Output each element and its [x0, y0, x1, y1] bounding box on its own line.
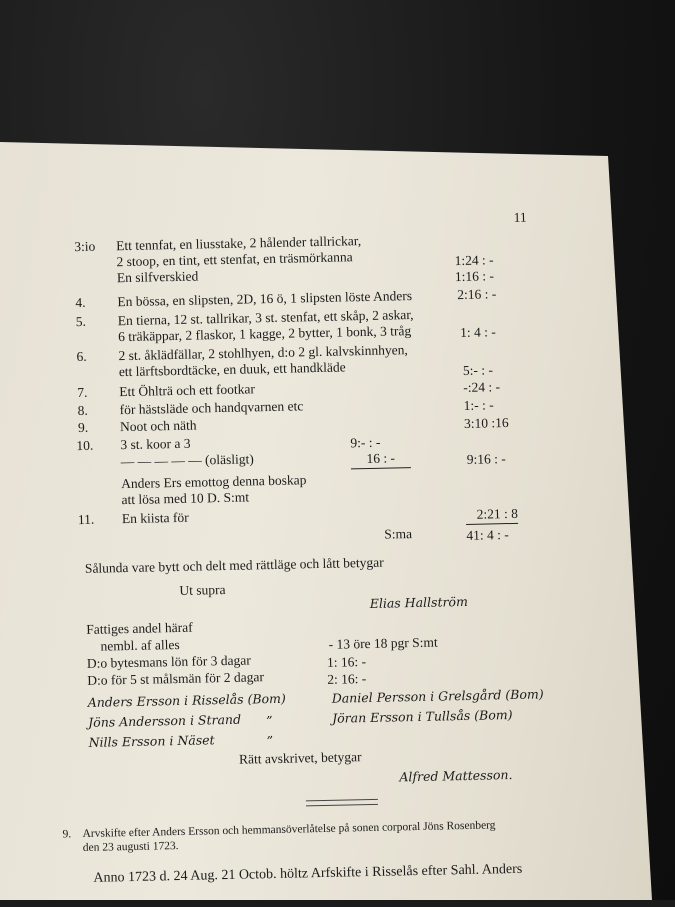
entry-number: 10. [76, 437, 94, 454]
ut-supra: Ut supra [179, 581, 226, 598]
entry-line: Ett Öhlträ och ett footkar [119, 381, 256, 400]
entry-number: 6. [76, 348, 87, 365]
entry-line: 2 st. åklädfällar, 2 stohlhyen, d:o 2 gl. kalvskinnhyen, [118, 342, 408, 364]
sub-amount: 16 : - [351, 450, 411, 469]
poor-row-value: - 13 öre 18 pgr S:mt [328, 634, 438, 652]
entry-number: 5. [75, 313, 87, 330]
entry-number: 7. [77, 384, 88, 401]
ditto-mark: ” [266, 733, 274, 749]
witness-right: Jöran Ersson i Tullsås (Bom) [331, 707, 513, 726]
entry-amount: 1: 4 : - [459, 324, 496, 341]
entry-amount: 1:- : - [463, 397, 494, 413]
poor-row-value: 1: 16: - [326, 654, 367, 670]
entry-line: Ett tennfat, en liusstake, 2 hålender tallrickar, [116, 233, 362, 254]
witness-right: Daniel Persson i Grelsgård (Bom) [331, 686, 544, 706]
entry-line: ett lärftsbordtäcke, en duuk, ett handkläde [118, 359, 346, 380]
note-line: att lösa med 10 D. S:mt [121, 489, 250, 508]
footnote-number: 9. [62, 828, 72, 841]
signature-alfred: Alfred Mattesson. [399, 767, 513, 785]
entry-amount: -:24 : - [463, 379, 501, 395]
section-divider [306, 799, 378, 807]
footnote-line: Arvskifte efter Anders Ersson och hemmansöverlåtelse på sonen corporal Jöns Rosenberg [82, 819, 496, 841]
entry-amount: 2:16 : - [457, 286, 497, 303]
entry-number: 4. [75, 294, 86, 311]
entry-line: En bössa, en slipsten, 2D, 16 ö, 1 slipsten löste Anders [117, 288, 413, 310]
entry-number: 8. [77, 402, 88, 419]
witness-left: Anders Ersson i Risselås (Bom) [87, 690, 286, 710]
poor-row-label: D:o bytesmans lön för 3 dagar [86, 652, 251, 671]
witness-left: Nills Ersson i Näset [88, 732, 215, 750]
entry-amount: 5:- : - [462, 362, 494, 378]
entry-line: 3 st. koor a 3 [120, 435, 191, 453]
entry-amount: 1:24 : - [454, 252, 494, 269]
entry-line: En kiista för [121, 509, 189, 527]
entry-line: En tierna, 12 st. tallrikar, 3 st. stenfat, ett skåp, 2 askar, [117, 306, 414, 329]
entry-line: 2 stoop, en tint, ett stenfat, en träsmörkanna [116, 249, 353, 270]
entry-line: En silfverskied [116, 268, 199, 286]
entry-amount: 2:21 : 8 [466, 506, 518, 525]
closing-text: Sålunda vare bytt och delt med rättläge och lått betygar [84, 554, 384, 576]
poor-title: Fattiges andel häraf [86, 619, 193, 637]
entry-number: 3:io [74, 238, 96, 255]
bottom-line: Anno 1723 d. 24 Aug. 21 Octob. höltz Arfskifte i Risselås efter Sahl. Anders [93, 861, 523, 886]
entry-number: 9. [77, 419, 89, 436]
entry-amount: 1:16 : - [454, 268, 495, 285]
sum-label: S:ma [384, 526, 413, 542]
entry-line: — — — — — (oläsligt) [120, 451, 254, 470]
entry-amount: 9:16 : - [466, 451, 506, 467]
footnote-line: den 23 augusti 1723. [82, 840, 179, 855]
entry-number: 11. [77, 511, 95, 528]
poor-row-label: nembl. af alles [100, 636, 180, 654]
poor-row-value: 2: 16: - [327, 671, 367, 687]
ditto-mark: ” [266, 713, 273, 729]
entry-amount: 3:10 :16 [463, 415, 509, 431]
note-line: Anders Ers emottog denna boskap [121, 472, 307, 492]
sum-value: 41: 4 : - [466, 527, 509, 543]
witness-left: Jöns Andersson i Strand [88, 711, 242, 730]
entry-line: 6 träkäppar, 2 flaskor, 1 kagge, 2 bytter, 1 bonk, 3 tråg [117, 323, 412, 345]
poor-row-label: D:o för 5 st målsmän för 2 dagar [87, 669, 265, 688]
certify-text: Rätt avskrivet, betygar [238, 749, 362, 767]
entry-line: Noot och näth [119, 417, 197, 435]
signature-elias: Elias Hallström [369, 593, 469, 611]
entry-line: för hästsläde och handqvarnen etc [119, 398, 304, 418]
sub-amount: 9:- : - [350, 434, 381, 451]
page-number: 11 [513, 209, 527, 225]
